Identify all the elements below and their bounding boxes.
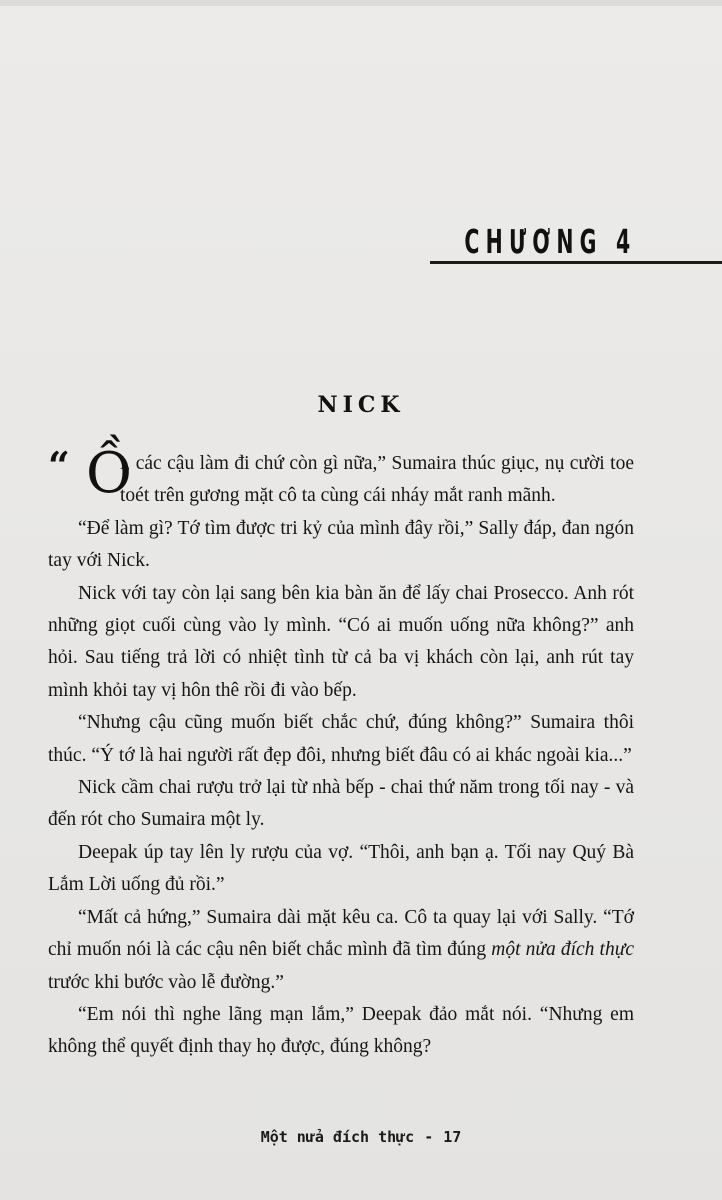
paragraph-2: “Để làm gì? Tớ tìm được tri kỷ của mình đây rồi,” Sally đáp, đan ngón tay với Nick. bbox=[48, 517, 634, 572]
dropcap-letter: Ồ bbox=[86, 441, 132, 506]
open-quote-mark: “ bbox=[48, 443, 70, 488]
paragraph-7 bbox=[48, 902, 634, 999]
page-number: 17 bbox=[443, 1128, 462, 1146]
page-footer bbox=[0, 1128, 722, 1146]
chapter-rule bbox=[430, 261, 722, 264]
paragraph-4: “Nhưng cậu cũng muốn biết chắc chứ, đúng không?” Sumaira thôi thúc. “Ý tớ là hai người rất đẹp đôi, nhưng biết đâu có ai khác ngoài kia...” bbox=[48, 712, 634, 766]
section-speaker: NICK bbox=[317, 392, 405, 418]
chapter-title: CHƯƠNG 4 bbox=[464, 222, 636, 261]
footer-separator: - bbox=[424, 1128, 434, 1146]
paragraph-7-start: “Mất cả hứng,” Sumaira dài mặt kêu ca. Cô ta quay lại với Sally. “Tớ chỉ muốn nói là các cậu nên biết chắc mình đã tìm đúng bbox=[48, 906, 634, 961]
page-top-edge bbox=[0, 0, 722, 6]
paragraph-8: “Em nói thì nghe lãng mạn lắm,” Deepak đảo mắt nói. “Nhưng em không thể quyết định thay họ được, đúng không? bbox=[48, 1003, 634, 1058]
italic-phrase: một nửa đích thực bbox=[491, 939, 634, 961]
paragraph-1 bbox=[48, 441, 634, 513]
paragraph-6: Deepak úp tay lên ly rượu của vợ. “Thôi, anh bạn ạ. Tối nay Quý Bà Lắm Lời uống đủ rồi.” bbox=[48, 841, 634, 896]
paragraph-1-text: i, các cậu làm đi chứ còn gì nữa,” Sumaira thúc giục, nụ cười toe toét trên gương mặt cô ta cùng cái nháy mắt ranh mãnh. bbox=[120, 453, 634, 507]
paragraph-7-end: trước khi bước vào lễ đường.” bbox=[48, 971, 284, 993]
footer-book-title: Một nửa đích thực bbox=[260, 1128, 415, 1146]
paragraph-3: Nick với tay còn lại sang bên kia bàn ăn để lấy chai Prosecco. Anh rót những giọt cuối cùng vào ly mình. “Có ai muốn uống nữa không?” anh hỏi. Sau tiếng trả lời có nhiệt tình từ cả ba vị khách còn lại, anh rút tay mình khỏi tay vị hôn thê rồi đi vào bếp. bbox=[48, 582, 634, 701]
dropcap-block bbox=[48, 441, 132, 508]
paragraph-5: Nick cầm chai rượu trở lại từ nhà bếp - chai thứ năm trong tối nay - và đến rót cho Sumaira một ly. bbox=[48, 777, 634, 831]
body-text bbox=[48, 441, 634, 1064]
